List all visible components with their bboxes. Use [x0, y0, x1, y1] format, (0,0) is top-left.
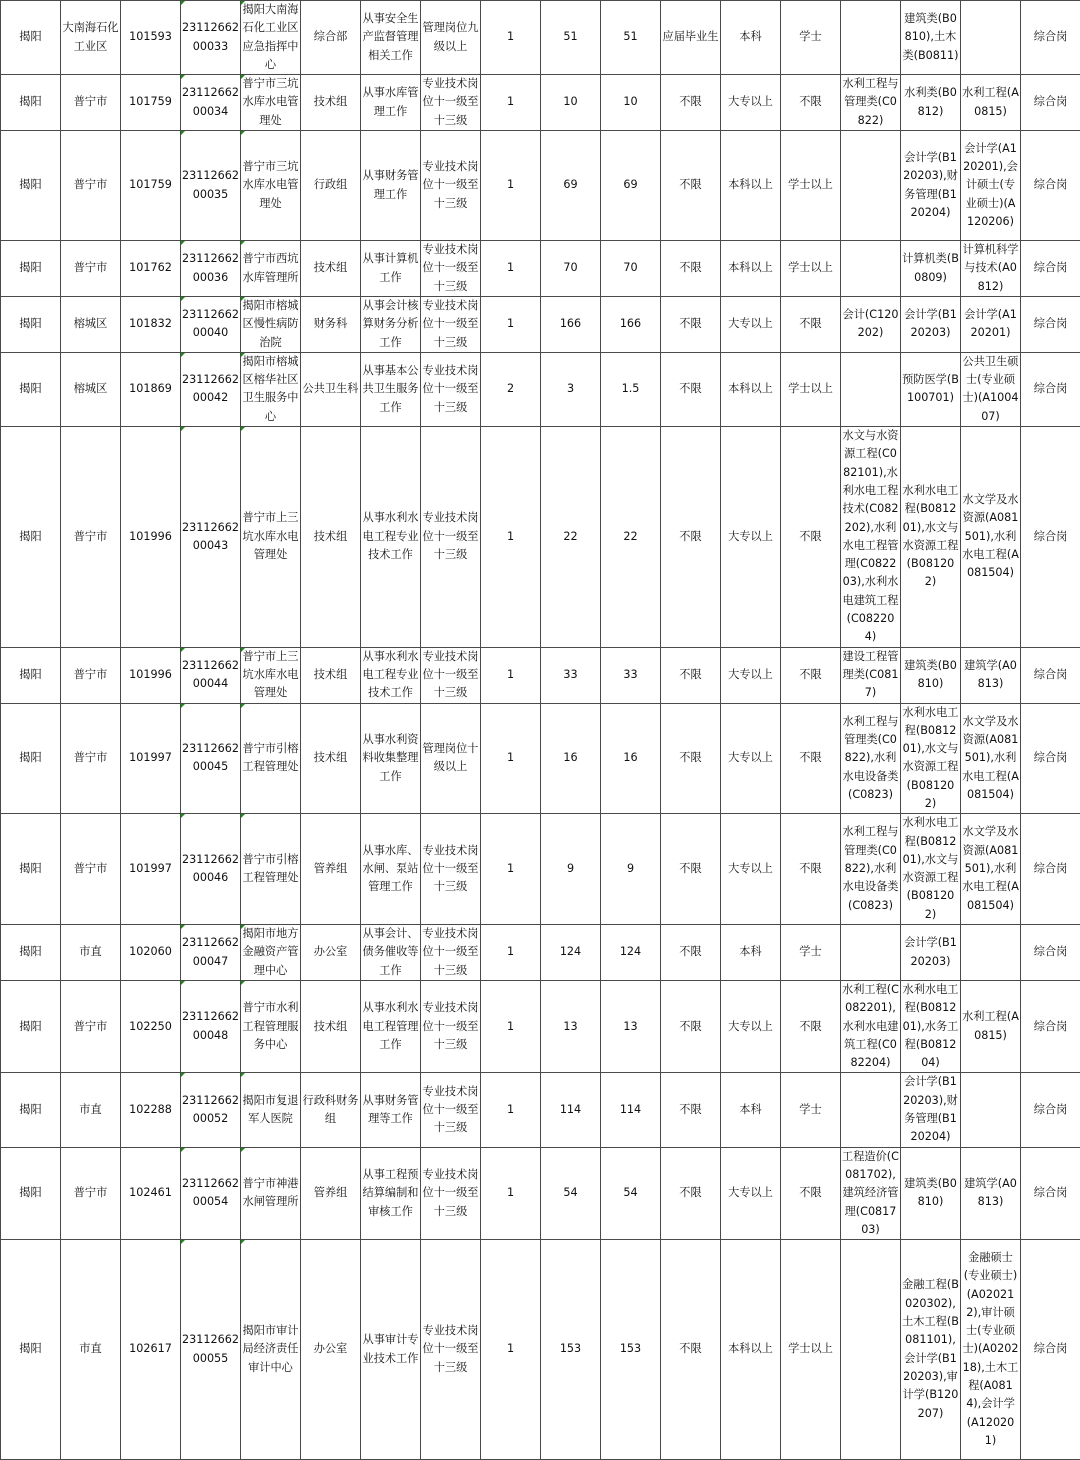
cell-dept: 技术组	[301, 647, 361, 703]
cell-dept: 技术组	[301, 980, 361, 1072]
cell-city: 揭阳	[1, 703, 61, 814]
cell-degree: 学士以上	[781, 352, 841, 426]
cell-unit-code: 101996	[121, 647, 181, 703]
cell-post-type: 综合岗	[1021, 1147, 1080, 1239]
cell-city: 揭阳	[1, 925, 61, 981]
cell-applicants: 3	[541, 352, 601, 426]
cell-post-type: 综合岗	[1021, 427, 1080, 648]
cell-unit: 普宁市三坑水库水电管理处	[241, 75, 301, 131]
cell-city: 揭阳	[1, 1240, 61, 1460]
cell-target: 不限	[661, 427, 721, 648]
cell-degree: 不限	[781, 980, 841, 1072]
cell-ratio: 114	[601, 1073, 661, 1147]
cell-num: 1	[481, 647, 541, 703]
cell-duty: 从事水利资料收集整理工作	[361, 703, 421, 814]
cell-dept: 公共卫生科	[301, 352, 361, 426]
cell-major-b: 会计学(B120203),财务管理(B120204)	[901, 1073, 961, 1147]
cell-post-code: 2311266200043	[181, 427, 241, 648]
cell-city: 揭阳	[1, 1073, 61, 1147]
cell-applicants: 9	[541, 814, 601, 925]
table-row	[1, 814, 1080, 925]
cell-post-code: 2311266200048	[181, 980, 241, 1072]
cell-area: 榕城区	[61, 352, 121, 426]
cell-target: 不限	[661, 1073, 721, 1147]
table-body	[1, 1, 1080, 1460]
cell-major-c: 建设工程管理类(C0817)	[841, 647, 901, 703]
cell-num: 1	[481, 703, 541, 814]
cell-applicants: 16	[541, 703, 601, 814]
cell-num: 1	[481, 131, 541, 241]
cell-major-b: 预防医学(B100701)	[901, 352, 961, 426]
cell-area: 市直	[61, 925, 121, 981]
cell-major-b: 会计学(B120203),财务管理(B120204)	[901, 131, 961, 241]
cell-area: 普宁市	[61, 980, 121, 1072]
cell-major-b: 建筑类(B0810)	[901, 647, 961, 703]
cell-unit: 揭阳市审计局经济责任审计中心	[241, 1240, 301, 1460]
cell-major-a: 公共卫生硕士(专业硕士)(A100407)	[961, 352, 1021, 426]
cell-major-c: 会计(C120202)	[841, 296, 901, 352]
cell-major-c: 水利工程与管理类(C0822),水利水电设备类(C0823)	[841, 703, 901, 814]
cell-major-c	[841, 1073, 901, 1147]
cell-edu: 大专以上	[721, 703, 781, 814]
cell-major-a: 建筑学(A0813)	[961, 647, 1021, 703]
table-row	[1, 296, 1080, 352]
cell-city: 揭阳	[1, 75, 61, 131]
cell-area: 普宁市	[61, 427, 121, 648]
cell-level: 专业技术岗位十一级至十三级	[421, 75, 481, 131]
cell-post-type: 综合岗	[1021, 980, 1080, 1072]
cell-level: 专业技术岗位十一级至十三级	[421, 241, 481, 297]
cell-unit-code: 101997	[121, 814, 181, 925]
cell-post-code: 2311266200036	[181, 241, 241, 297]
cell-dept: 行政组	[301, 131, 361, 241]
cell-applicants: 124	[541, 925, 601, 981]
cell-level: 管理岗位十级以上	[421, 703, 481, 814]
cell-level: 管理岗位九级以上	[421, 1, 481, 75]
cell-unit-code: 102461	[121, 1147, 181, 1239]
cell-edu: 大专以上	[721, 427, 781, 648]
cell-area: 榕城区	[61, 296, 121, 352]
cell-unit-code: 101762	[121, 241, 181, 297]
cell-major-a: 计算机科学与技术(A0812)	[961, 241, 1021, 297]
cell-major-c	[841, 241, 901, 297]
cell-unit: 普宁市水利工程管理服务中心	[241, 980, 301, 1072]
cell-unit: 揭阳市榕城区慢性病防治院	[241, 296, 301, 352]
cell-major-b: 金融工程(B020302),土木工程(B081101),会计学(B120203),审计学(B120207)	[901, 1240, 961, 1460]
cell-major-c: 水文与水资源工程(C082101),水利水电工程技术(C082202),水利水电工程管理(C082203),水利水电建筑工程(C082204)	[841, 427, 901, 648]
cell-target: 不限	[661, 296, 721, 352]
cell-applicants: 153	[541, 1240, 601, 1460]
cell-edu: 本科	[721, 1073, 781, 1147]
cell-major-a: 水文学及水资源(A081501),水利水电工程(A081504)	[961, 814, 1021, 925]
cell-level: 专业技术岗位十一级至十三级	[421, 1240, 481, 1460]
cell-duty: 从事工程预结算编制和审核工作	[361, 1147, 421, 1239]
table-row	[1, 131, 1080, 241]
cell-major-b: 水利水电工程(B081201),水文与水资源工程(B081202)	[901, 427, 961, 648]
cell-major-a	[961, 1073, 1021, 1147]
cell-post-code: 2311266200054	[181, 1147, 241, 1239]
cell-major-c: 水利工程与管理类(C0822),水利水电设备类(C0823)	[841, 814, 901, 925]
cell-degree: 不限	[781, 75, 841, 131]
cell-major-c	[841, 925, 901, 981]
cell-post-code: 2311266200044	[181, 647, 241, 703]
cell-ratio: 16	[601, 703, 661, 814]
cell-major-a: 水利工程(A0815)	[961, 980, 1021, 1072]
cell-ratio: 70	[601, 241, 661, 297]
cell-major-c	[841, 131, 901, 241]
cell-duty: 从事财务管理工作	[361, 131, 421, 241]
cell-city: 揭阳	[1, 131, 61, 241]
table-row	[1, 703, 1080, 814]
cell-major-a	[961, 925, 1021, 981]
cell-applicants: 54	[541, 1147, 601, 1239]
cell-applicants: 114	[541, 1073, 601, 1147]
cell-post-code: 2311266200042	[181, 352, 241, 426]
cell-degree: 不限	[781, 647, 841, 703]
cell-city: 揭阳	[1, 1147, 61, 1239]
cell-unit-code: 102617	[121, 1240, 181, 1460]
cell-major-b: 水利水电工程(B081201),水文与水资源工程(B081202)	[901, 814, 961, 925]
cell-degree: 不限	[781, 1147, 841, 1239]
cell-level: 专业技术岗位十一级至十三级	[421, 131, 481, 241]
cell-area: 普宁市	[61, 131, 121, 241]
cell-post-type: 综合岗	[1021, 647, 1080, 703]
cell-post-type: 综合岗	[1021, 925, 1080, 981]
cell-post-type: 综合岗	[1021, 296, 1080, 352]
cell-major-b: 水利水电工程(B081201),水文与水资源工程(B081202)	[901, 703, 961, 814]
cell-edu: 本科以上	[721, 241, 781, 297]
cell-post-type: 综合岗	[1021, 1073, 1080, 1147]
cell-ratio: 69	[601, 131, 661, 241]
cell-post-type: 综合岗	[1021, 75, 1080, 131]
cell-degree: 学士	[781, 925, 841, 981]
cell-dept: 技术组	[301, 427, 361, 648]
table-row	[1, 352, 1080, 426]
cell-unit: 普宁市引榕工程管理处	[241, 703, 301, 814]
cell-duty: 从事水利水电工程专业技术工作	[361, 647, 421, 703]
cell-post-type: 综合岗	[1021, 814, 1080, 925]
cell-duty: 从事水利水电工程管理工作	[361, 980, 421, 1072]
cell-degree: 不限	[781, 703, 841, 814]
cell-unit-code: 101759	[121, 75, 181, 131]
cell-major-a: 会计学(A120201),会计硕士(专业硕士)(A120206)	[961, 131, 1021, 241]
cell-unit: 普宁市三坑水库水电管理处	[241, 131, 301, 241]
cell-edu: 大专以上	[721, 1147, 781, 1239]
cell-level: 专业技术岗位十一级至十三级	[421, 352, 481, 426]
cell-applicants: 166	[541, 296, 601, 352]
cell-duty: 从事安全生产监督管理相关工作	[361, 1, 421, 75]
table-row	[1, 1147, 1080, 1239]
cell-major-c: 水利工程与管理类(C0822)	[841, 75, 901, 131]
cell-edu: 本科以上	[721, 131, 781, 241]
cell-level: 专业技术岗位十一级至十三级	[421, 427, 481, 648]
cell-degree: 学士以上	[781, 131, 841, 241]
cell-num: 1	[481, 1147, 541, 1239]
cell-level: 专业技术岗位十一级至十三级	[421, 814, 481, 925]
cell-edu: 本科	[721, 1, 781, 75]
cell-edu: 大专以上	[721, 814, 781, 925]
cell-major-b: 水利水电工程(B081201),水务工程(B081204)	[901, 980, 961, 1072]
table-row	[1, 1240, 1080, 1460]
cell-post-code: 2311266200040	[181, 296, 241, 352]
cell-unit-code: 102060	[121, 925, 181, 981]
cell-major-c	[841, 1240, 901, 1460]
cell-duty: 从事计算机工作	[361, 241, 421, 297]
cell-ratio: 124	[601, 925, 661, 981]
cell-target: 不限	[661, 131, 721, 241]
cell-post-type: 综合岗	[1021, 241, 1080, 297]
cell-dept: 技术组	[301, 75, 361, 131]
cell-dept: 管养组	[301, 1147, 361, 1239]
cell-ratio: 10	[601, 75, 661, 131]
cell-ratio: 22	[601, 427, 661, 648]
cell-unit: 普宁市引榕工程管理处	[241, 814, 301, 925]
cell-city: 揭阳	[1, 427, 61, 648]
cell-target: 不限	[661, 980, 721, 1072]
table-row	[1, 427, 1080, 648]
cell-post-code: 2311266200047	[181, 925, 241, 981]
cell-degree: 不限	[781, 814, 841, 925]
cell-level: 专业技术岗位十一级至十三级	[421, 647, 481, 703]
cell-num: 1	[481, 980, 541, 1072]
cell-num: 1	[481, 296, 541, 352]
cell-unit-code: 101996	[121, 427, 181, 648]
cell-major-b: 计算机类(B0809)	[901, 241, 961, 297]
cell-level: 专业技术岗位十一级至十三级	[421, 980, 481, 1072]
cell-city: 揭阳	[1, 814, 61, 925]
cell-unit-code: 102288	[121, 1073, 181, 1147]
cell-target: 不限	[661, 241, 721, 297]
cell-degree: 不限	[781, 296, 841, 352]
cell-unit-code: 101759	[121, 131, 181, 241]
cell-major-c: 水利工程(C082201),水利水电建筑工程(C082204)	[841, 980, 901, 1072]
cell-post-type: 综合岗	[1021, 352, 1080, 426]
cell-dept: 技术组	[301, 241, 361, 297]
cell-target: 不限	[661, 1240, 721, 1460]
cell-dept: 管养组	[301, 814, 361, 925]
cell-level: 专业技术岗位十一级至十三级	[421, 1147, 481, 1239]
cell-duty: 从事财务管理等工作	[361, 1073, 421, 1147]
cell-target: 不限	[661, 814, 721, 925]
cell-post-code: 2311266200033	[181, 1, 241, 75]
cell-degree: 不限	[781, 427, 841, 648]
cell-dept: 办公室	[301, 1240, 361, 1460]
cell-target: 不限	[661, 75, 721, 131]
cell-dept: 综合部	[301, 1, 361, 75]
cell-city: 揭阳	[1, 1, 61, 75]
cell-area: 市直	[61, 1073, 121, 1147]
cell-area: 普宁市	[61, 703, 121, 814]
cell-duty: 从事水库管理工作	[361, 75, 421, 131]
cell-target: 不限	[661, 925, 721, 981]
cell-ratio: 33	[601, 647, 661, 703]
cell-unit: 揭阳市复退军人医院	[241, 1073, 301, 1147]
cell-applicants: 10	[541, 75, 601, 131]
cell-post-code: 2311266200046	[181, 814, 241, 925]
cell-city: 揭阳	[1, 296, 61, 352]
cell-major-b: 建筑类(B0810)	[901, 1147, 961, 1239]
cell-edu: 本科	[721, 925, 781, 981]
cell-edu: 本科以上	[721, 1240, 781, 1460]
cell-major-a: 水文学及水资源(A081501),水利水电工程(A081504)	[961, 703, 1021, 814]
cell-duty: 从事水库、水闸、泵站管理工作	[361, 814, 421, 925]
cell-unit: 揭阳大南海石化工业区应急指挥中心	[241, 1, 301, 75]
cell-duty: 从事会计核算财务分析工作	[361, 296, 421, 352]
cell-num: 2	[481, 352, 541, 426]
cell-major-a: 水利工程(A0815)	[961, 75, 1021, 131]
cell-num: 1	[481, 427, 541, 648]
cell-dept: 财务科	[301, 296, 361, 352]
cell-post-type: 综合岗	[1021, 1, 1080, 75]
cell-unit: 普宁市神港水闸管理所	[241, 1147, 301, 1239]
cell-ratio: 54	[601, 1147, 661, 1239]
cell-duty: 从事基本公共卫生服务工作	[361, 352, 421, 426]
cell-num: 1	[481, 1, 541, 75]
cell-post-type: 综合岗	[1021, 703, 1080, 814]
cell-num: 1	[481, 1240, 541, 1460]
cell-unit: 揭阳市榕城区榕华社区卫生服务中心	[241, 352, 301, 426]
cell-city: 揭阳	[1, 352, 61, 426]
cell-duty: 从事水利水电工程专业技术工作	[361, 427, 421, 648]
cell-major-c: 工程造价(C081702),建筑经济管理(C081703)	[841, 1147, 901, 1239]
table-row	[1, 647, 1080, 703]
cell-level: 专业技术岗位十一级至十三级	[421, 925, 481, 981]
cell-post-code: 2311266200055	[181, 1240, 241, 1460]
cell-target: 不限	[661, 647, 721, 703]
cell-post-type: 综合岗	[1021, 1240, 1080, 1460]
cell-area: 普宁市	[61, 814, 121, 925]
cell-area: 大南海石化工业区	[61, 1, 121, 75]
cell-area: 市直	[61, 1240, 121, 1460]
cell-edu: 大专以上	[721, 647, 781, 703]
cell-unit: 揭阳市地方金融资产管理中心	[241, 925, 301, 981]
cell-applicants: 33	[541, 647, 601, 703]
cell-ratio: 1.5	[601, 352, 661, 426]
cell-ratio: 13	[601, 980, 661, 1072]
cell-edu: 大专以上	[721, 296, 781, 352]
cell-dept: 技术组	[301, 703, 361, 814]
cell-unit-code: 102250	[121, 980, 181, 1072]
cell-applicants: 22	[541, 427, 601, 648]
cell-target: 不限	[661, 1147, 721, 1239]
cell-unit: 普宁市西坑水库管理所	[241, 241, 301, 297]
cell-edu: 本科以上	[721, 352, 781, 426]
cell-city: 揭阳	[1, 647, 61, 703]
cell-city: 揭阳	[1, 980, 61, 1072]
cell-post-type: 综合岗	[1021, 131, 1080, 241]
table-row	[1, 75, 1080, 131]
cell-area: 普宁市	[61, 1147, 121, 1239]
cell-applicants: 69	[541, 131, 601, 241]
cell-degree: 学士	[781, 1, 841, 75]
cell-ratio: 153	[601, 1240, 661, 1460]
cell-duty: 从事审计专业技术工作	[361, 1240, 421, 1460]
cell-edu: 大专以上	[721, 980, 781, 1072]
cell-ratio: 9	[601, 814, 661, 925]
cell-num: 1	[481, 814, 541, 925]
cell-dept: 办公室	[301, 925, 361, 981]
cell-major-b: 建筑类(B0810),土木类(B0811)	[901, 1, 961, 75]
cell-major-c	[841, 352, 901, 426]
cell-major-c	[841, 1, 901, 75]
cell-post-code: 2311266200045	[181, 703, 241, 814]
cell-post-code: 2311266200052	[181, 1073, 241, 1147]
cell-num: 1	[481, 925, 541, 981]
cell-num: 1	[481, 241, 541, 297]
cell-unit-code: 101869	[121, 352, 181, 426]
cell-major-a: 会计学(A120201)	[961, 296, 1021, 352]
cell-edu: 大专以上	[721, 75, 781, 131]
cell-major-b: 水利类(B0812)	[901, 75, 961, 131]
cell-level: 专业技术岗位十一级至十三级	[421, 296, 481, 352]
cell-post-code: 2311266200034	[181, 75, 241, 131]
cell-major-a: 金融硕士(专业硕士)(A020212),审计硕士(专业硕士)(A020218),土木工程(A0814),会计学(A120201)	[961, 1240, 1021, 1460]
cell-num: 1	[481, 1073, 541, 1147]
cell-major-b: 会计学(B120203)	[901, 296, 961, 352]
cell-post-code: 2311266200035	[181, 131, 241, 241]
cell-applicants: 13	[541, 980, 601, 1072]
cell-target: 不限	[661, 703, 721, 814]
cell-area: 普宁市	[61, 647, 121, 703]
cell-degree: 学士以上	[781, 241, 841, 297]
cell-major-a: 水文学及水资源(A081501),水利水电工程(A081504)	[961, 427, 1021, 648]
table-row	[1, 241, 1080, 297]
cell-major-b: 会计学(B120203)	[901, 925, 961, 981]
table-row	[1, 1073, 1080, 1147]
cell-ratio: 51	[601, 1, 661, 75]
cell-duty: 从事会计、债务催收等工作	[361, 925, 421, 981]
cell-unit-code: 101832	[121, 296, 181, 352]
cell-degree: 学士	[781, 1073, 841, 1147]
cell-major-a	[961, 1, 1021, 75]
cell-level: 专业技术岗位十一级至十三级	[421, 1073, 481, 1147]
cell-unit-code: 101997	[121, 703, 181, 814]
cell-degree: 学士以上	[781, 1240, 841, 1460]
table-row	[1, 980, 1080, 1072]
cell-target: 不限	[661, 352, 721, 426]
cell-dept: 行政科财务组	[301, 1073, 361, 1147]
cell-unit: 普宁市上三坑水库水电管理处	[241, 427, 301, 648]
table-row	[1, 925, 1080, 981]
cell-unit: 普宁市上三坑水库水电管理处	[241, 647, 301, 703]
cell-major-a: 建筑学(A0813)	[961, 1147, 1021, 1239]
cell-ratio: 166	[601, 296, 661, 352]
table-row	[1, 1, 1080, 75]
cell-applicants: 70	[541, 241, 601, 297]
cell-area: 普宁市	[61, 241, 121, 297]
cell-target: 应届毕业生	[661, 1, 721, 75]
cell-num: 1	[481, 75, 541, 131]
cell-unit-code: 101593	[121, 1, 181, 75]
cell-city: 揭阳	[1, 241, 61, 297]
cell-applicants: 51	[541, 1, 601, 75]
cell-area: 普宁市	[61, 75, 121, 131]
